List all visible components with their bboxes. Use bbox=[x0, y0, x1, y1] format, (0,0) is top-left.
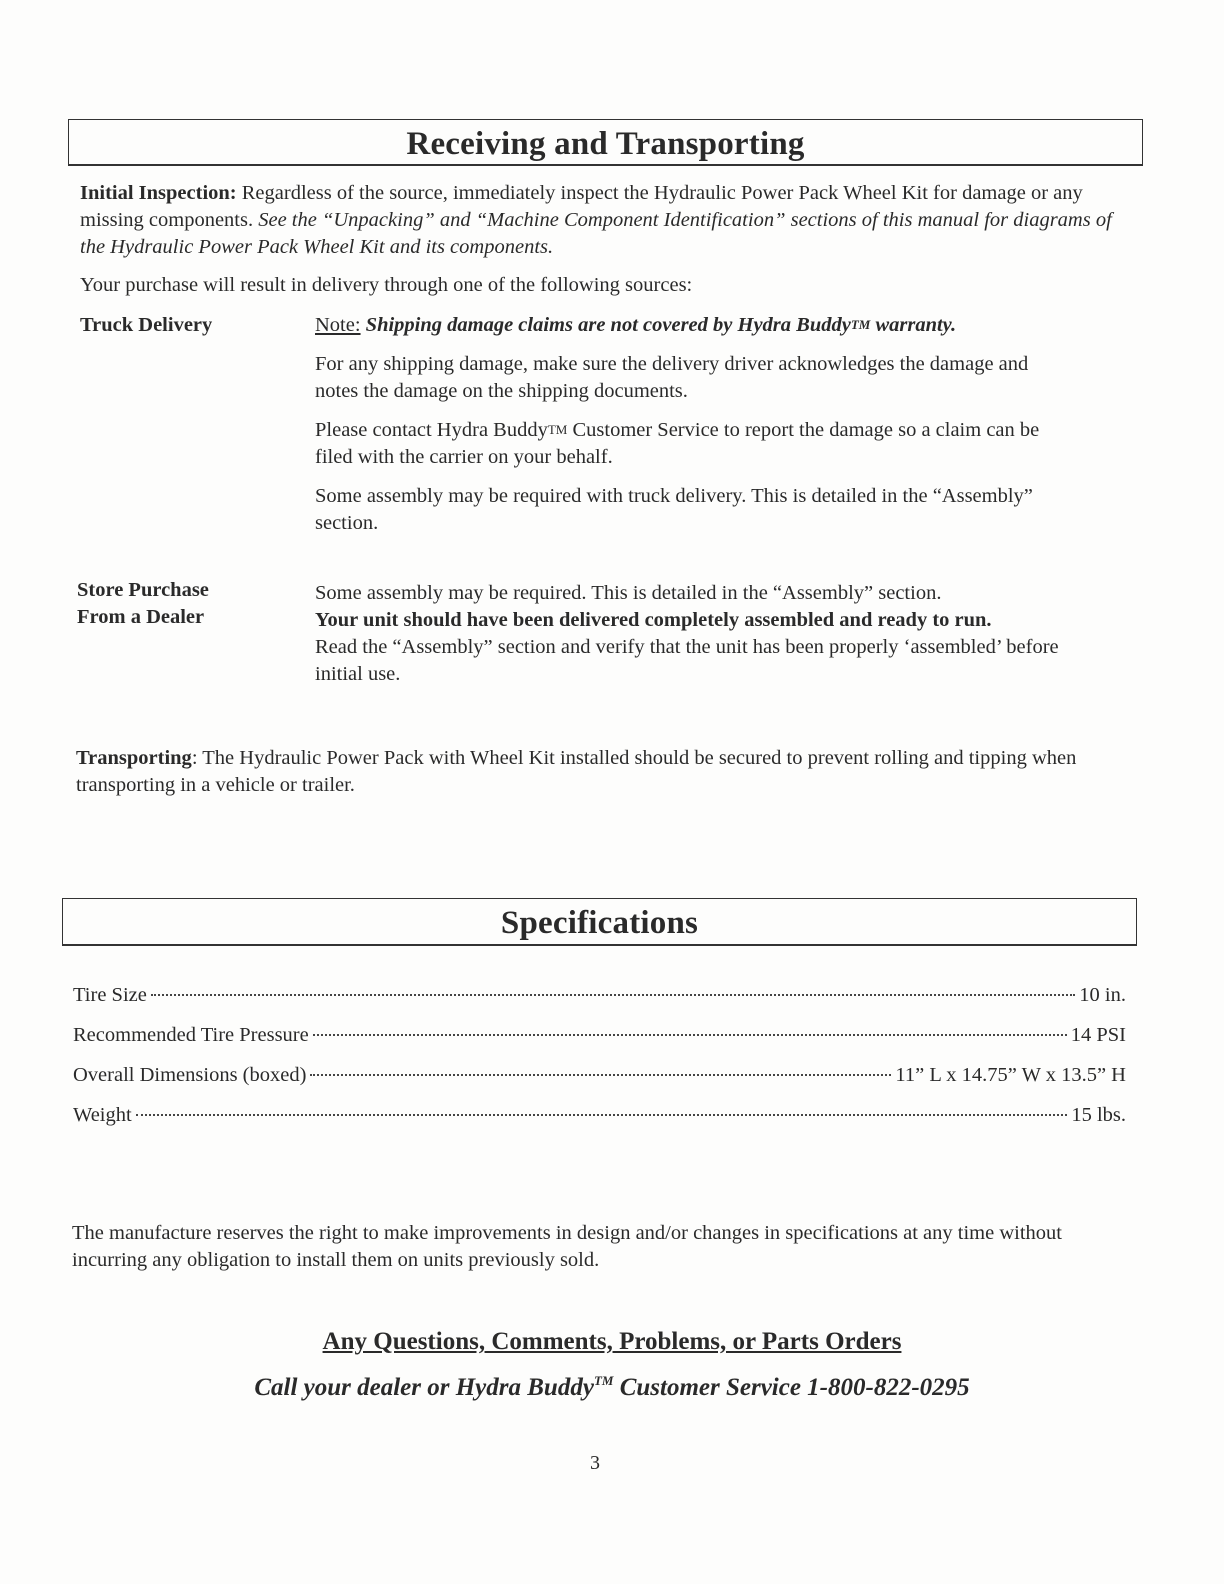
spec-value: 14 PSI bbox=[1070, 1024, 1126, 1046]
store-paragraph-2: Your unit should have been delivered completely assembled and ready to run. bbox=[315, 609, 992, 631]
store-purchase-content bbox=[315, 580, 1075, 688]
store-purchase-label: Store Purchase From a Dealer bbox=[77, 579, 209, 628]
receiving-section-header bbox=[68, 119, 1143, 166]
truck-delivery-content bbox=[315, 312, 1075, 549]
spec-row-weight bbox=[73, 1104, 1126, 1144]
spec-label: Tire Size bbox=[73, 984, 147, 1006]
note-label: Note: bbox=[315, 314, 361, 336]
truck-paragraph-2: Please contact Hydra Buddy™ Customer Service to report the damage so a claim can be filed with the carrier on your behalf. bbox=[315, 419, 1040, 468]
spec-label: Recommended Tire Pressure bbox=[73, 1024, 309, 1046]
trademark-symbol: TM bbox=[547, 422, 568, 437]
spec-row-tire-pressure bbox=[73, 1024, 1126, 1064]
initial-inspection-text: Regardless of the source, immediately inspect the Hydraulic Power Pack Wheel Kit for damage or any missing components. bbox=[80, 182, 1083, 231]
customer-service-line: Call your dealer or Hydra Buddy™ Customer Service 1-800-822-0295 bbox=[254, 1373, 970, 1401]
initial-inspection-label: Initial Inspection: bbox=[80, 182, 237, 204]
spec-value: 15 lbs. bbox=[1071, 1104, 1126, 1126]
transporting-paragraph bbox=[76, 745, 1136, 799]
spec-row-dimensions bbox=[73, 1064, 1126, 1104]
spec-label: Weight bbox=[73, 1104, 132, 1126]
initial-inspection-reference: See the “Unpacking” and “Machine Component Identification” sections of this manual for diagrams of the Hydraulic Power Pack Wheel Kit and its components. bbox=[80, 209, 1112, 258]
truck-delivery-label: Truck Delivery bbox=[80, 314, 213, 336]
specifications-section-header bbox=[62, 898, 1137, 946]
initial-inspection-paragraph bbox=[80, 180, 1140, 261]
note-text: Shipping damage claims are not covered by Hydra Buddy bbox=[360, 314, 851, 336]
note-end: warranty. bbox=[870, 314, 957, 336]
sources-intro: Your purchase will result in delivery through one of the following sources: bbox=[80, 274, 693, 296]
trademark-symbol: TM bbox=[850, 317, 871, 332]
transporting-label: Transporting bbox=[76, 747, 192, 769]
spec-value: 10 in. bbox=[1079, 984, 1126, 1006]
trademark-symbol: TM bbox=[593, 1373, 614, 1388]
store-paragraph-3: Read the “Assembly” section and verify that the unit has been properly ‘assembled’ before initial use. bbox=[315, 636, 1059, 685]
questions-heading: Any Questions, Comments, Problems, or Parts Orders bbox=[322, 1328, 902, 1355]
truck-paragraph-1: For any shipping damage, make sure the delivery driver acknowledges the damage and notes the damage on the shipping documents. bbox=[315, 353, 1029, 402]
truck-paragraph-3: Some assembly may be required with truck delivery. This is detailed in the “Assembly” section. bbox=[315, 485, 1033, 534]
spec-row-tire-size bbox=[73, 984, 1126, 1024]
spec-value: 11” L x 14.75” W x 13.5” H bbox=[895, 1064, 1126, 1086]
page-number: 3 bbox=[590, 1452, 600, 1474]
transporting-text: : The Hydraulic Power Pack with Wheel Kit installed should be secured to prevent rolling and tipping when transporting in a vehicle or trailer. bbox=[76, 747, 1077, 796]
specifications-list bbox=[73, 984, 1126, 1144]
spec-label: Overall Dimensions (boxed) bbox=[73, 1064, 307, 1086]
receiving-heading: Receiving and Transporting bbox=[406, 126, 805, 162]
store-paragraph-1: Some assembly may be required. This is detailed in the “Assembly” section. bbox=[315, 582, 942, 604]
disclaimer: The manufacture reserves the right to make improvements in design and/or changes in specifications at any time without incurring any obligation to install them on units previously sold. bbox=[72, 1222, 1062, 1271]
truck-note bbox=[315, 312, 1075, 339]
specifications-heading: Specifications bbox=[500, 905, 699, 941]
